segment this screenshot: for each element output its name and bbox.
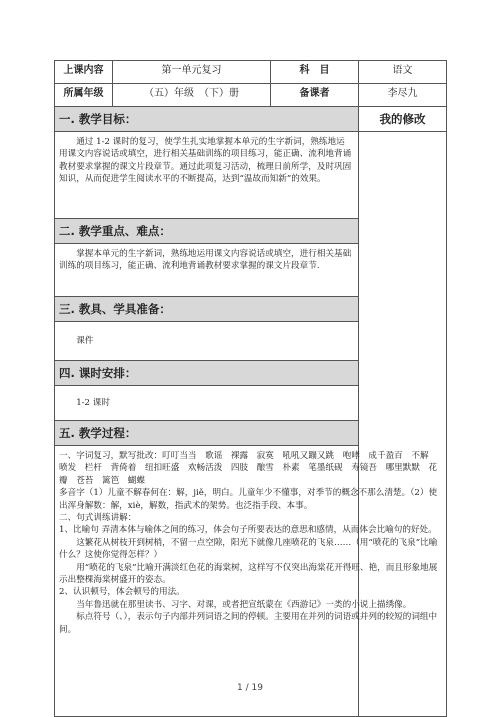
goals-body-row (55, 132, 447, 219)
page-number: 1 / 19 (237, 683, 263, 693)
tools-title: 三. 教具、学具准备： (55, 297, 359, 322)
tools-body (55, 322, 359, 361)
key-points-title: 二. 教学重点、难点： (55, 219, 359, 244)
schedule-body (55, 386, 359, 421)
process-title: 五. 教学过程： (55, 421, 359, 446)
process-line-explanation: 用“喷花的飞泉”比喻开满淡红色花的海棠树，这样写不仅突出海棠花开得旺、艳，而且形象地展示出整棵海棠树盛开的姿态。 (59, 562, 438, 586)
key-points-text: 掌握本单元的生字新词，熟练地运用课文内容说话或填空，进行相关基础训练的项目练习，能正确、流利地背诵教材要求掌握的课文片段章节. (59, 249, 352, 272)
label-subject: 科 目 (271, 61, 359, 84)
process-line-sentence-heading: 二、句式训练讲解： (59, 513, 137, 524)
process-line-vocab: 一、字词复习，默写批改：叮叮当当 歌谣 裸露 寂寞 吼吼又蹦又跳 咆哮 成千盈百 不解 喷发 栏杆 背倚着 纽扣旺盛 欢畅活泼 四肢 酿雪 朴素 笔墨纸砚 寿镜吾 哪里默默 花瓣 苍苔 篱笆 蝴蝶 (59, 451, 438, 486)
process-line-metaphor: 1、比喻句 弄清本体与喻体之间的练习，体会句子所要表达的意思和感情，从而体会比喻句的好处。 (59, 525, 437, 536)
label-teacher: 备课者 (271, 84, 359, 107)
label-grade: 所属年级 (55, 84, 113, 107)
process-line-punctuation: 标点符号（、），表示句子内部并列词语之间的停顿。主要用在并列的词语或并列的较短的词组中间。 (59, 612, 438, 635)
modification-title: 我的修改 (359, 107, 447, 132)
process-line-example: 这繁花从树枝开到树梢，不留一点空隙，阳光下就像几座喷花的飞泉……（用“喷花的飞泉”比喻什么？这使你觉得怎样？） (59, 537, 438, 561)
process-line-polyphone: 多音字（1）儿童不解春何在：解，jiě，明白。儿童年少不懂事，对季节的概念不那么清楚。（2）使出浑身解数：解，xiè，解数，指武术的架势。也泛指手段、本事。 (59, 488, 438, 511)
lesson-plan-table (54, 60, 447, 717)
header-row-2 (55, 84, 447, 107)
process-body-row (55, 446, 447, 717)
goals-text: 通过 1-2 课时的复习，使学生扎实地掌握本单元的生字新词，熟练地运用课文内容说话或填空，进行相关基础训练的项目练习，能正确、流利地背诵教材要求掌握的课文片段章节。通过此项复习活动，梳理日前所学，及时巩固知识，从而促进学生阅读水平的不断提高，达到“温故而知新”的效果。 (59, 137, 352, 185)
process-line-comma-heading: 2、认识顿号，体会顿号的用法。 (59, 587, 185, 598)
grade-value: （五）年级 （下）册 (113, 84, 271, 107)
schedule-text: 1-2 课时 (76, 397, 110, 408)
content-value: 第一单元复习 (113, 61, 271, 84)
header-row-1 (55, 61, 447, 84)
label-content: 上课内容 (55, 61, 113, 84)
goals-body (55, 132, 359, 219)
schedule-title: 四. 课时安排： (55, 361, 359, 386)
tools-text: 课件 (76, 335, 94, 346)
goals-title-row (55, 107, 447, 132)
process-body (55, 446, 447, 717)
subject-value: 语文 (359, 61, 447, 84)
goals-title: 一. 教学目标： (55, 107, 359, 132)
teacher-value: 李尽九 (359, 84, 447, 107)
key-points-body (55, 244, 359, 297)
process-line-luxun: 当年鲁迅就在那里读书、习字、对课，或者把宣纸蒙在《西游记》一类的小说上描绣像。 (76, 599, 412, 610)
